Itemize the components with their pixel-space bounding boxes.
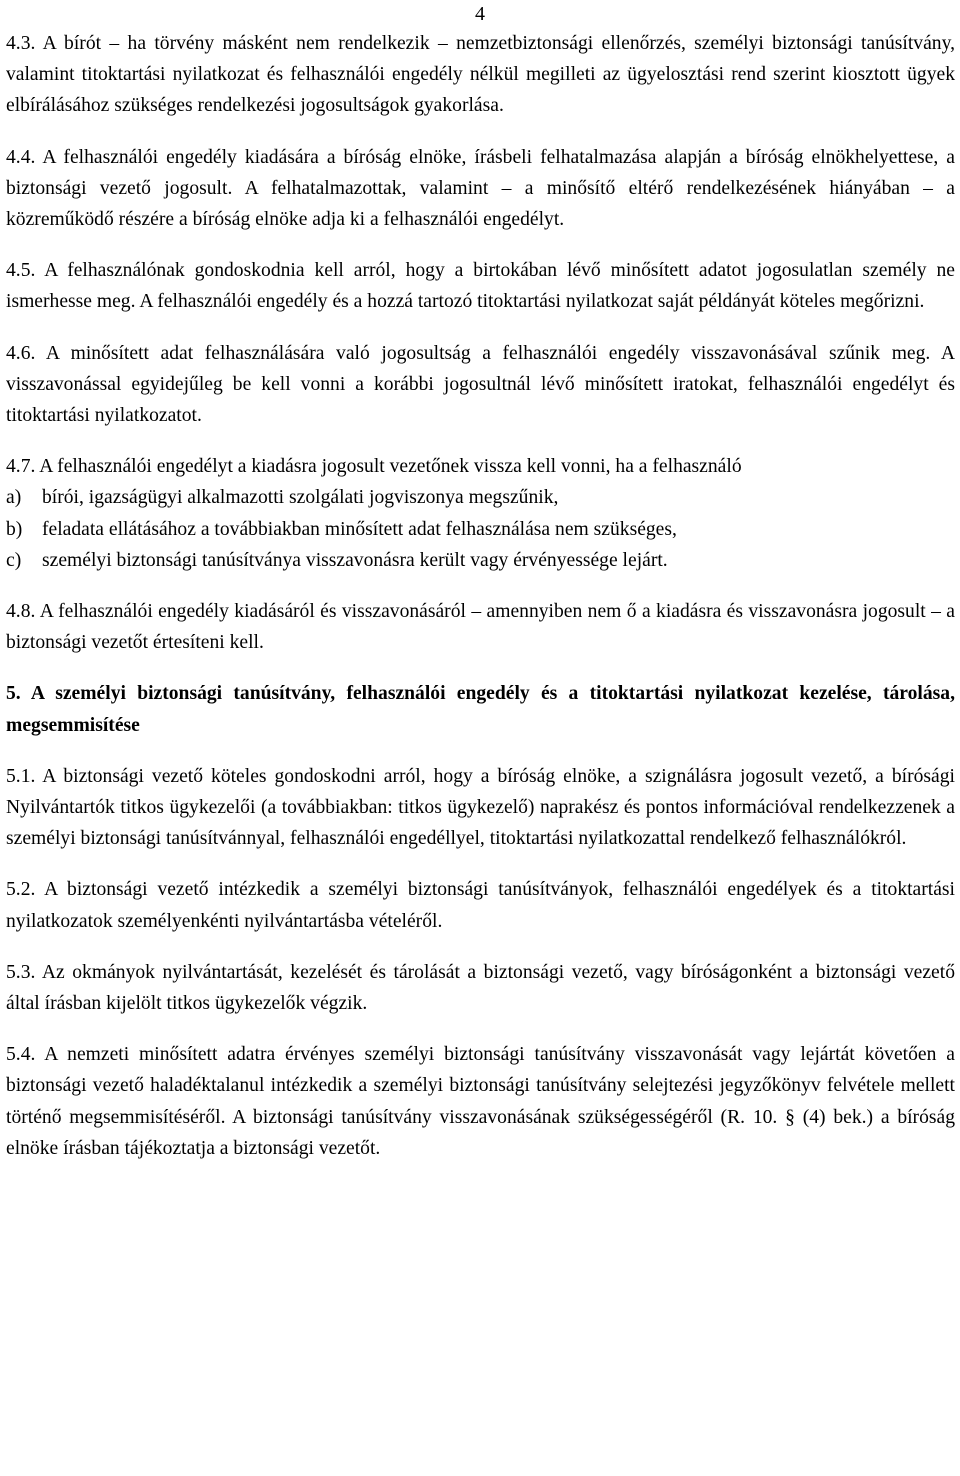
paragraph-4-3: 4.3. A bírót – ha törvény másként nem rendelkezik – nemzetbiztonsági ellenőrzés, személyi biztonsági tanúsítvány, valamint titoktartási nyilatkozat és felhasználói engedély nélkül megilleti az ügyelosztási rend szerint kiosztott ügyek elbírálásához szükséges rendelkezési jogosultságok gyakorlása. (6, 33, 955, 117)
list-item-text: feladata ellátásához a továbbiakban minősített adat felhasználása nem szükséges, (42, 518, 677, 540)
paragraph-5-4: 5.4. A nemzeti minősített adatra érvényes személyi biztonsági tanúsítvány visszavonását vagy lejártát követően a biztonsági vezető haladéktalanul intézkedik a személyi biztonsági tanúsítvány selejtezési jegyzőkönyv felvétele mellett történő megsemmisítéséről. A biztonsági tanúsítvány visszavonásának szükségességéről (R. 10. § (4) bek.) a bíróság elnöke írásban tájékoztatja a biztonsági vezetőt. (6, 1044, 955, 1159)
list-item-text: személyi biztonsági tanúsítványa visszavonásra került vagy érvényessége lejárt. (42, 549, 668, 571)
paragraph-4-6: 4.6. A minősített adat felhasználására való jogosultság a felhasználói engedély visszavonásával szűnik meg. A visszavonással egyidejűleg be kell vonni a korábbi jogosultnál lévő minősített iratokat, felhasználói engedélyt és titoktartási nyilatkozatot. (6, 342, 955, 427)
page-number: 4 (475, 3, 485, 25)
paragraph-4-8: 4.8. A felhasználói engedély kiadásáról és visszavonásáról – amennyiben nem ő a kiadásra és visszavonásra jogosult – a biztonsági vezetőt értesíteni kell. (6, 601, 955, 654)
document-body (6, 28, 955, 1164)
paragraph-4-4: 4.4. A felhasználói engedély kiadására a bíróság elnöke, írásbeli felhatalmazása alapján a bíróság elnökhelyettese, a biztonsági vezető jogosult. A felhatalmazottak, valamint – a minősítő eltérő rendelkezésének hiányában – a közreműködő részére a bíróság elnöke adja ki a felhasználói engedélyt. (6, 146, 955, 231)
list-item (6, 545, 955, 576)
paragraph-5-2: 5.2. A biztonsági vezető intézkedik a személyi biztonsági tanúsítványok, felhasználói engedélyek és a titoktartási nyilatkozatok személyenkénti nyilvántartásba vételéről. (6, 879, 955, 932)
list-item-text: bírói, igazságügyi alkalmazotti szolgálati jogviszonya megszűnik, (42, 487, 559, 509)
list-item (6, 482, 955, 513)
list-item-label: a) (6, 487, 22, 509)
list-item-label: b) (6, 518, 23, 540)
list-item-label: c) (6, 549, 22, 571)
section-5-heading: 5. A személyi biztonsági tanúsítvány, felhasználói engedély és a titoktartási nyilatkozat kezelése, tárolása, megsemmisítése (6, 683, 955, 736)
paragraph-5-3: 5.3. Az okmányok nyilvántartását, kezelését és tárolását a biztonsági vezető, vagy bíróságonként a biztonsági vezető által írásban kijelölt titkos ügykezelők végzik. (6, 961, 955, 1015)
paragraph-4-7: 4.7. A felhasználói engedélyt a kiadásra jogosult vezetőnek vissza kell vonni, ha a felhasználó (6, 456, 742, 478)
list-4-7 (6, 482, 955, 576)
list-item (6, 514, 955, 545)
paragraph-4-5: 4.5. A felhasználónak gondoskodnia kell arról, hogy a birtokában lévő minősített adatot jogosulatlan személy ne ismerhesse meg. A felhasználói engedély és a hozzá tartozó titoktartási nyilatkozat saját példányát köteles megőrizni. (6, 260, 955, 313)
paragraph-5-1: 5.1. A biztonsági vezető köteles gondoskodni arról, hogy a bíróság elnöke, a szignálásra jogosult vezető, a bírósági Nyilvántartók titkos ügykezelői (a továbbiakban: titkos ügykezelő) naprakész és pontos információval rendelkezzenek a személyi biztonsági tanúsítvánnyal, felhasználói engedéllyel, titoktartási nyilatkozattal rendelkező felhasználókról. (6, 765, 955, 850)
